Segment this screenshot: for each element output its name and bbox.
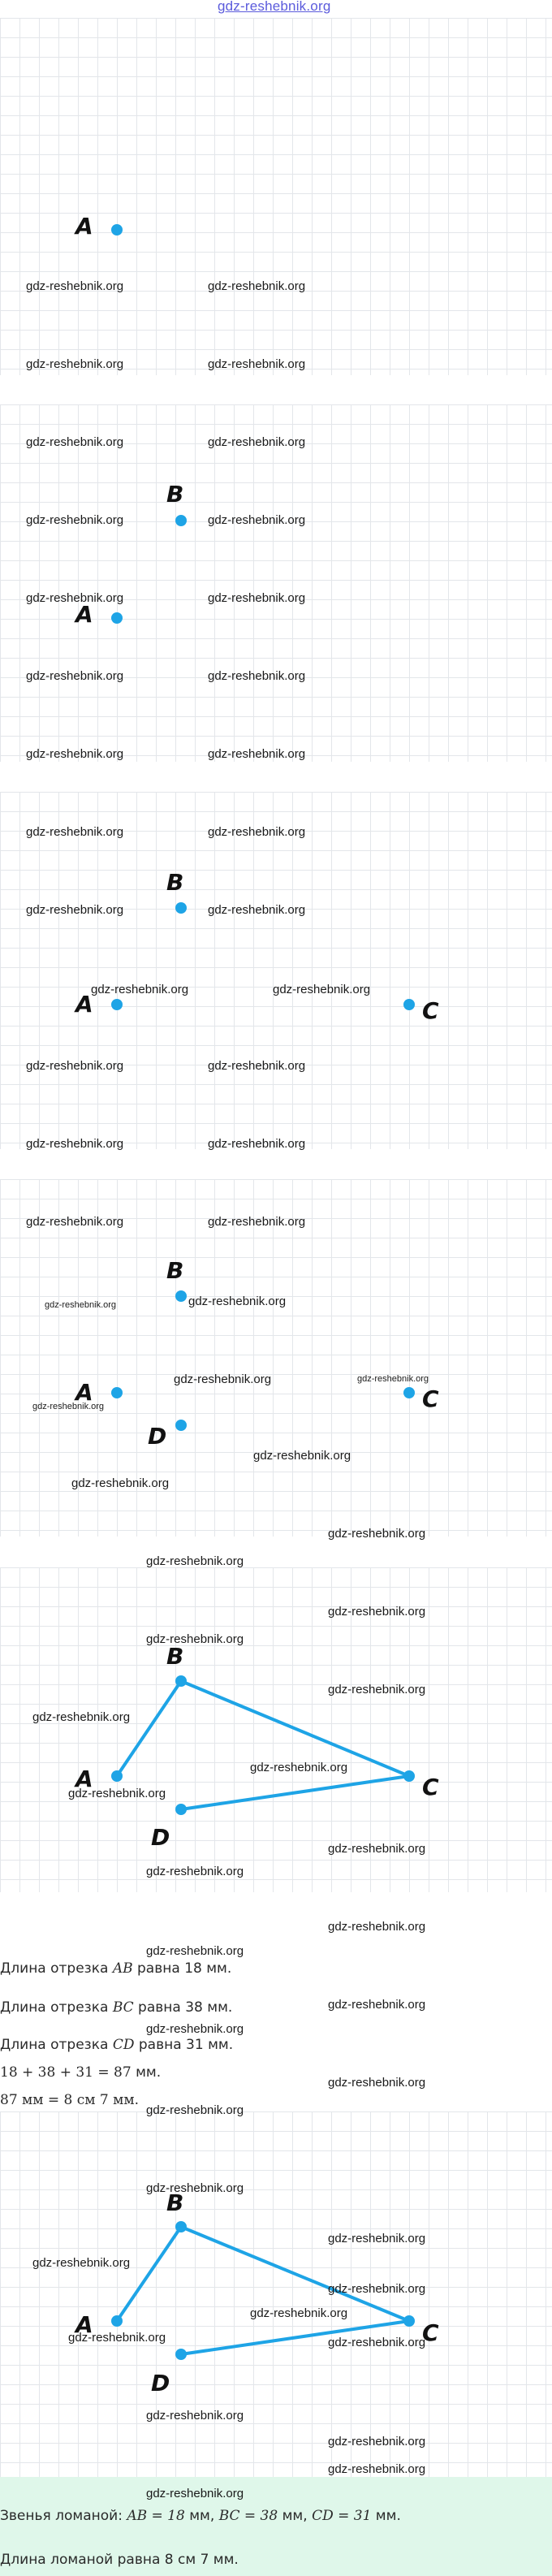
answer-ab-unit: мм,	[184, 2508, 219, 2524]
label-d: D	[148, 1423, 167, 1450]
text-mid: равна	[132, 1960, 185, 1977]
watermark: gdz-reshebnik.org	[208, 669, 306, 683]
watermark: gdz-reshebnik.org	[91, 983, 189, 996]
label-c: C	[422, 1774, 439, 1800]
answer-box	[0, 2477, 552, 2576]
label-d: D	[151, 2370, 170, 2397]
point-d	[175, 2349, 187, 2360]
sum-expression: 18 + 38 + 31 = 87	[0, 2064, 132, 2081]
watermark: gdz-reshebnik.org	[208, 903, 306, 917]
answer-links-line	[0, 2508, 401, 2524]
watermark: gdz-reshebnik.org	[208, 1215, 306, 1229]
watermark: gdz-reshebnik.org	[328, 1998, 426, 2012]
watermark: gdz-reshebnik.org	[45, 1300, 117, 1310]
watermark: gdz-reshebnik.org	[146, 1865, 244, 1878]
watermark: gdz-reshebnik.org	[208, 513, 306, 527]
watermark: gdz-reshebnik.org	[174, 1372, 272, 1386]
watermark: gdz-reshebnik.org	[328, 1842, 426, 1856]
label-b: B	[166, 1257, 184, 1284]
label-a: A	[75, 1379, 93, 1406]
label-b: B	[166, 869, 184, 896]
watermark: gdz-reshebnik.org	[328, 2232, 426, 2245]
text-prefix: Длина отрезка	[0, 1999, 113, 2016]
point-c	[403, 2315, 415, 2327]
label-a: A	[75, 213, 93, 240]
watermark: gdz-reshebnik.org	[328, 2282, 426, 2296]
watermark: gdz-reshebnik.org	[208, 357, 306, 371]
label-b: B	[166, 2189, 184, 2216]
watermark: gdz-reshebnik.org	[26, 1215, 124, 1229]
answer-cd: CD = 31	[312, 2508, 372, 2524]
watermark: gdz-reshebnik.org	[328, 1605, 426, 1619]
watermark: gdz-reshebnik.org	[146, 2487, 244, 2500]
label-c: C	[422, 1385, 439, 1412]
point-a	[111, 2315, 123, 2327]
watermark: gdz-reshebnik.org	[26, 669, 124, 683]
segment-name: BC	[112, 1999, 134, 2016]
conversion-end: .	[134, 2092, 139, 2108]
text-mid: равна	[133, 1999, 186, 2016]
watermark: gdz-reshebnik.org	[328, 1527, 426, 1541]
label-a: A	[75, 2311, 93, 2338]
label-c: C	[422, 997, 439, 1024]
segment-value: 38 мм.	[185, 1999, 233, 2016]
watermark: gdz-reshebnik.org	[208, 825, 306, 839]
watermark: gdz-reshebnik.org	[26, 903, 124, 917]
watermark: gdz-reshebnik.org	[328, 2076, 426, 2090]
watermark: gdz-reshebnik.org	[26, 513, 124, 527]
watermark: gdz-reshebnik.org	[32, 2256, 131, 2270]
watermark: gdz-reshebnik.org	[71, 1476, 170, 1490]
conversion-expression: 87 мм = 8 см 7 мм	[0, 2092, 135, 2108]
label-a: A	[75, 1766, 93, 1792]
watermark: gdz-reshebnik.org	[68, 2331, 166, 2345]
watermark: gdz-reshebnik.org	[328, 1920, 426, 1934]
watermark: gdz-reshebnik.org	[253, 1449, 351, 1463]
watermark: gdz-reshebnik.org	[26, 747, 124, 761]
watermark: gdz-reshebnik.org	[357, 1374, 429, 1384]
watermark: gdz-reshebnik.org	[146, 2103, 244, 2117]
segment-name: CD	[112, 2037, 135, 2053]
watermark: gdz-reshebnik.org	[26, 1059, 124, 1073]
segment-value: 31 мм.	[186, 2037, 234, 2053]
watermark: gdz-reshebnik.org	[328, 2462, 426, 2476]
watermark: gdz-reshebnik.org	[32, 1710, 131, 1724]
watermark: gdz-reshebnik.org	[26, 435, 124, 449]
label-c: C	[422, 2319, 439, 2346]
watermark: gdz-reshebnik.org	[26, 1137, 124, 1151]
answer-bc-unit: мм,	[278, 2508, 313, 2524]
watermark: gdz-reshebnik.org	[26, 357, 124, 371]
watermark: gdz-reshebnik.org	[208, 279, 306, 293]
watermark: gdz-reshebnik.org	[250, 2306, 348, 2320]
watermark: gdz-reshebnik.org	[328, 2336, 426, 2349]
watermark: gdz-reshebnik.org	[146, 2181, 244, 2195]
text-prefix: Длина отрезка	[0, 1960, 113, 1977]
watermark: gdz-reshebnik.org	[146, 1944, 244, 1958]
watermark: gdz-reshebnik.org	[146, 1632, 244, 1646]
segment-name: AB	[112, 1960, 133, 1977]
label-d: D	[151, 1824, 170, 1851]
site-link[interactable]: gdz-reshebnik.org	[218, 0, 331, 14]
watermark: gdz-reshebnik.org	[146, 2409, 244, 2423]
point-b	[175, 2221, 187, 2232]
watermark: gdz-reshebnik.org	[146, 2022, 244, 2036]
watermark: gdz-reshebnik.org	[208, 1137, 306, 1151]
watermark: gdz-reshebnik.org	[188, 1294, 287, 1308]
watermark: gdz-reshebnik.org	[328, 1683, 426, 1696]
watermark: gdz-reshebnik.org	[146, 1554, 244, 1568]
watermark: gdz-reshebnik.org	[26, 279, 124, 293]
watermark: gdz-reshebnik.org	[32, 1402, 105, 1411]
answer-bc: BC = 38	[218, 2508, 278, 2524]
watermark: gdz-reshebnik.org	[250, 1761, 348, 1774]
label-b: B	[166, 481, 184, 508]
watermark: gdz-reshebnik.org	[208, 747, 306, 761]
answer-prefix: Звенья ломаной:	[0, 2508, 127, 2524]
watermark: gdz-reshebnik.org	[208, 591, 306, 605]
text-prefix: Длина отрезка	[0, 2037, 113, 2053]
segment-value: 18 мм.	[184, 1960, 232, 1977]
label-a: A	[75, 601, 93, 628]
watermark: gdz-reshebnik.org	[26, 591, 124, 605]
text-mid: равна	[134, 2037, 187, 2053]
watermark: gdz-reshebnik.org	[208, 1059, 306, 1073]
answer-length-line: Длина ломаной равна 8 см 7 мм.	[0, 2552, 239, 2568]
watermark: gdz-reshebnik.org	[208, 435, 306, 449]
watermark: gdz-reshebnik.org	[273, 983, 371, 996]
sum-unit: мм.	[131, 2064, 162, 2081]
watermark: gdz-reshebnik.org	[26, 825, 124, 839]
watermark: gdz-reshebnik.org	[328, 2435, 426, 2448]
answer-ab: AB = 18	[127, 2508, 185, 2524]
answer-cd-unit: мм.	[371, 2508, 401, 2524]
watermark: gdz-reshebnik.org	[68, 1787, 166, 1800]
label-b: B	[166, 1643, 184, 1670]
label-a: A	[75, 991, 93, 1018]
